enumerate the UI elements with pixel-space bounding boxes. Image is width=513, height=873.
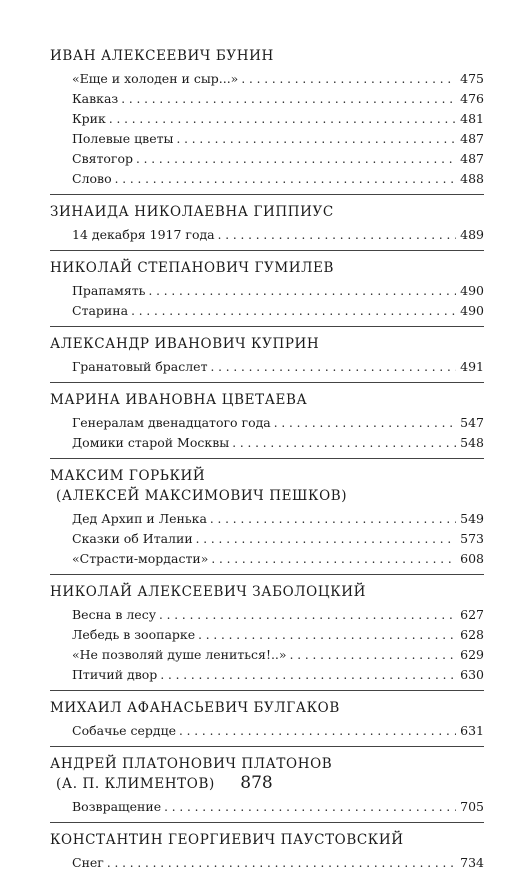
author-name: ЗИНАИДА НИКОЛАЕВНА ГИППИУС	[50, 204, 334, 220]
dot-leader	[198, 625, 456, 645]
entry-title: Крик	[72, 111, 106, 126]
entry-page: 549	[460, 511, 484, 526]
toc-section	[50, 390, 484, 453]
entry-title: Гранатовый браслет	[72, 359, 208, 374]
entry-title: Снег	[72, 855, 104, 870]
entry-page: 547	[460, 415, 484, 430]
toc-entry	[72, 645, 484, 665]
entry-page: 629	[460, 647, 484, 662]
entry-page: 489	[460, 227, 484, 242]
entry-title: Святогор	[72, 151, 134, 166]
page-number: 878	[240, 773, 273, 793]
author-real-name: (АЛЕКСЕЙ МАКСИМОВИЧ ПЕШКОВ)	[56, 488, 348, 504]
entry-list	[50, 225, 484, 245]
toc-entry	[72, 357, 484, 377]
entry-list	[50, 797, 484, 817]
entry-title: Старина	[72, 303, 129, 318]
section-divider	[50, 250, 484, 251]
entry-list	[50, 69, 484, 189]
entry-page: 734	[460, 855, 484, 870]
toc-entry	[72, 433, 484, 453]
entry-title: Генералам двенадцатого года	[72, 415, 271, 430]
toc-entry	[72, 665, 484, 685]
entry-page: 481	[460, 111, 484, 126]
dot-leader	[159, 605, 456, 625]
entry-page: 548	[460, 435, 484, 450]
entry-page: 490	[460, 283, 484, 298]
entry-title: «Страсти-мордасти»	[72, 551, 209, 566]
dot-leader	[148, 281, 456, 301]
author-name: ИВАН АЛЕКСЕЕВИЧ БУНИН	[50, 48, 274, 64]
entry-title: Весна в лесу	[72, 607, 157, 622]
toc-entry	[72, 509, 484, 529]
section-divider	[50, 822, 484, 823]
toc-entry	[72, 169, 484, 189]
dot-leader	[232, 433, 456, 453]
author-real-name: (А. П. КЛИМЕНТОВ)	[56, 776, 215, 792]
entry-title: Прапамять	[72, 283, 146, 298]
dot-leader	[210, 357, 456, 377]
entry-page: 705	[460, 799, 484, 814]
dot-leader	[109, 109, 456, 129]
toc-entry	[72, 225, 484, 245]
table-of-contents	[50, 46, 484, 873]
dot-leader	[210, 509, 456, 529]
toc-entry	[72, 281, 484, 301]
dot-leader	[164, 797, 456, 817]
dot-leader	[107, 853, 456, 873]
toc-entry	[72, 549, 484, 569]
toc-entry	[72, 109, 484, 129]
toc-entry	[72, 529, 484, 549]
toc-section	[50, 258, 484, 321]
entry-title: «Не позволяй душе лениться!..»	[72, 647, 287, 662]
author-name: КОНСТАНТИН ГЕОРГИЕВИЧ ПАУСТОВСКИЙ	[50, 832, 404, 848]
toc-section	[50, 582, 484, 685]
toc-entry	[72, 149, 484, 169]
dot-leader	[121, 89, 456, 109]
toc-entry	[72, 721, 484, 741]
dot-leader	[274, 413, 456, 433]
entry-page: 630	[460, 667, 484, 682]
section-divider	[50, 746, 484, 747]
entry-page: 487	[460, 151, 484, 166]
entry-title: 14 декабря 1917 года	[72, 227, 215, 242]
author-name: НИКОЛАЙ АЛЕКСЕЕВИЧ ЗАБОЛОЦКИЙ	[50, 584, 366, 600]
entry-title: Домики старой Москвы	[72, 435, 230, 450]
toc-entry	[72, 413, 484, 433]
toc-section	[50, 46, 484, 189]
author-name: МИХАИЛ АФАНАСЬЕВИЧ БУЛГАКОВ	[50, 700, 340, 716]
toc-entry	[72, 625, 484, 645]
dot-leader	[211, 549, 456, 569]
entry-title: Собачье сердце	[72, 723, 177, 738]
toc-entry	[72, 129, 484, 149]
author-name: НИКОЛАЙ СТЕПАНОВИЧ ГУМИЛЕВ	[50, 260, 334, 276]
section-divider	[50, 382, 484, 383]
dot-leader	[136, 149, 456, 169]
dot-leader	[179, 721, 456, 741]
section-divider	[50, 690, 484, 691]
entry-page: 627	[460, 607, 484, 622]
entry-list	[50, 281, 484, 321]
entry-page: 491	[460, 359, 484, 374]
entry-title: Кавказ	[72, 91, 119, 106]
toc-entry	[72, 89, 484, 109]
toc-section	[50, 466, 484, 569]
toc-entry	[72, 605, 484, 625]
entry-list	[50, 413, 484, 453]
entry-list	[50, 357, 484, 377]
entry-title: Птичий двор	[72, 667, 158, 682]
toc-section	[50, 334, 484, 377]
dot-leader	[290, 645, 456, 665]
entry-title: «Еще и холоден и сыр...»	[72, 71, 239, 86]
section-divider	[50, 458, 484, 459]
toc-entry	[72, 797, 484, 817]
dot-leader	[131, 301, 456, 321]
dot-leader	[241, 69, 456, 89]
entry-page: 476	[460, 91, 484, 106]
entry-list	[50, 605, 484, 685]
author-name: АЛЕКСАНДР ИВАНОВИЧ КУПРИН	[50, 336, 320, 352]
entry-page: 490	[460, 303, 484, 318]
entry-title: Полевые цветы	[72, 131, 174, 146]
entry-page: 573	[460, 531, 484, 546]
entry-list	[50, 509, 484, 569]
toc-section	[50, 830, 484, 873]
section-divider	[50, 194, 484, 195]
dot-leader	[176, 129, 456, 149]
entry-title: Сказки об Италии	[72, 531, 193, 546]
entry-list	[50, 853, 484, 873]
dot-leader	[196, 529, 456, 549]
entry-title: Слово	[72, 171, 112, 186]
section-divider	[50, 326, 484, 327]
dot-leader	[115, 169, 456, 189]
entry-title: Лебедь в зоопарке	[72, 627, 196, 642]
author-name: МАКСИМ ГОРЬКИЙ	[50, 468, 206, 484]
section-divider	[50, 574, 484, 575]
toc-entry	[72, 853, 484, 873]
dot-leader	[160, 665, 456, 685]
entry-title: Возвращение	[72, 799, 162, 814]
entry-page: 487	[460, 131, 484, 146]
toc-section	[50, 698, 484, 741]
entry-title: Дед Архип и Ленька	[72, 511, 207, 526]
toc-entry	[72, 69, 484, 89]
entry-page: 475	[460, 71, 484, 86]
toc-entry	[72, 301, 484, 321]
entry-list	[50, 721, 484, 741]
entry-page: 488	[460, 171, 484, 186]
entry-page: 628	[460, 627, 484, 642]
author-name: АНДРЕЙ ПЛАТОНОВИЧ ПЛАТОНОВ	[50, 756, 333, 772]
dot-leader	[218, 225, 456, 245]
entry-page: 631	[460, 723, 484, 738]
toc-section	[50, 202, 484, 245]
author-name: МАРИНА ИВАНОВНА ЦВЕТАЕВА	[50, 392, 308, 408]
entry-page: 608	[460, 551, 484, 566]
